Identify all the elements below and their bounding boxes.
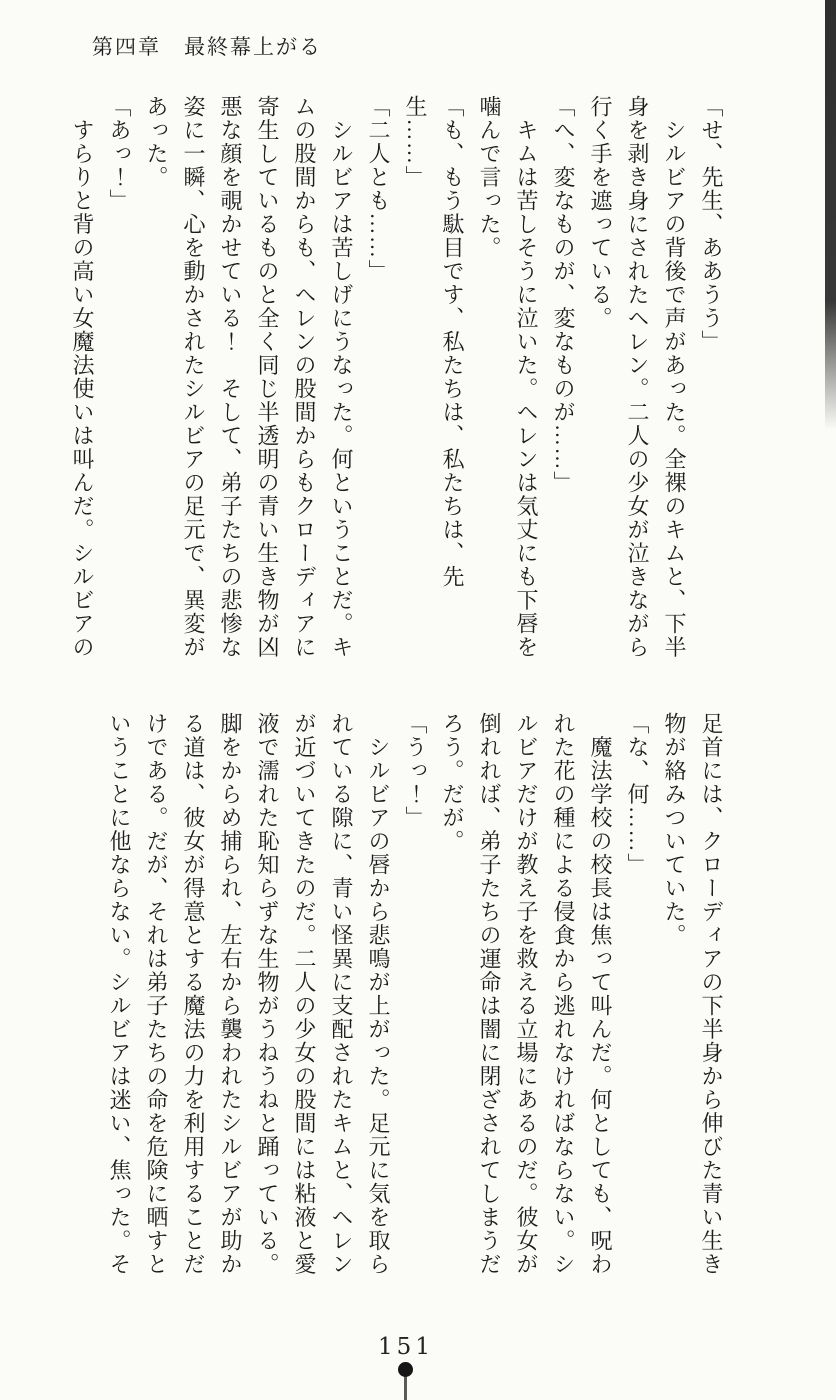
paragraph: 「あっ！」 bbox=[107, 95, 132, 213]
paragraph: 足首には、クローディアの下半身から伸びた青い生き物が絡みついていた。 bbox=[662, 712, 724, 1276]
page-number: 151 bbox=[378, 1334, 434, 1360]
text-block-upper bbox=[70, 95, 730, 665]
paragraph: 「も、もう駄目です、私たちは、私たちは、先生……」 bbox=[403, 95, 465, 589]
paragraph: 魔法学校の校長は焦って叫んだ。何としても、呪われた花の種による侵食から逃れなければならない。シルビアだけが教え子を救える立場にあるのだ。彼女が倒れれば、弟子たちの運命は闇に閉ざされてしまうだろう。だが。 bbox=[440, 712, 613, 1276]
paragraph: シルビアの唇から悲鳴が上がった。足元に気を取られている隙に、青い怪異に支配されたキムと、ヘレンが近づいてきたのだ。二人の少女の股間には粘液と愛液で濡れた恥知らずな生物がうねうねと踊っている。脚をからめ捕られ、左右から襲われたシルビアが助かる道は、彼女が得意とする魔法の力を利用することだけである。だが、それは弟子たちの命を危険に晒すということに他ならない。シルビアは迷い、焦った。そ bbox=[107, 712, 391, 1276]
paragraph: 「へ、変なものが、変なものが……」 bbox=[551, 95, 576, 495]
paragraph: シルビアは苦しげにうなった。何ということだ。キムの股間からも、ヘレンの股間からもクローディアに寄生しているものと全く同じ半透明の青い生き物が凶悪な顔を覗かせている！ そして、弟子たちの悲惨な姿に一瞬、心を動かされたシルビアの足元で、異変があった。 bbox=[144, 95, 354, 659]
scan-edge-shadow bbox=[825, 0, 836, 430]
paragraph: 「な、何……」 bbox=[625, 712, 650, 877]
paragraph: キムは苦しそうに泣いた。ヘレンは気丈にも下唇を噛んで言った。 bbox=[477, 95, 539, 659]
chapter-header: 第四章 最終幕上がる bbox=[92, 35, 322, 59]
text-block-lower bbox=[80, 712, 730, 1284]
paragraph: 「うっ！」 bbox=[403, 712, 428, 830]
paragraph: 「二人とも……」 bbox=[366, 95, 391, 283]
binding-mark-dot bbox=[398, 1362, 413, 1377]
binding-mark-line bbox=[404, 1374, 407, 1400]
paragraph: すらりと背の高い女魔法使いは叫んだ。シルビアの bbox=[70, 95, 95, 659]
paragraph: 「せ、先生、ああうう」 bbox=[699, 95, 724, 354]
paragraph: シルビアの背後で声があった。全裸のキムと、下半身を剥き身にされたヘレン。二人の少女が泣きながら行く手を遮っている。 bbox=[588, 95, 687, 659]
